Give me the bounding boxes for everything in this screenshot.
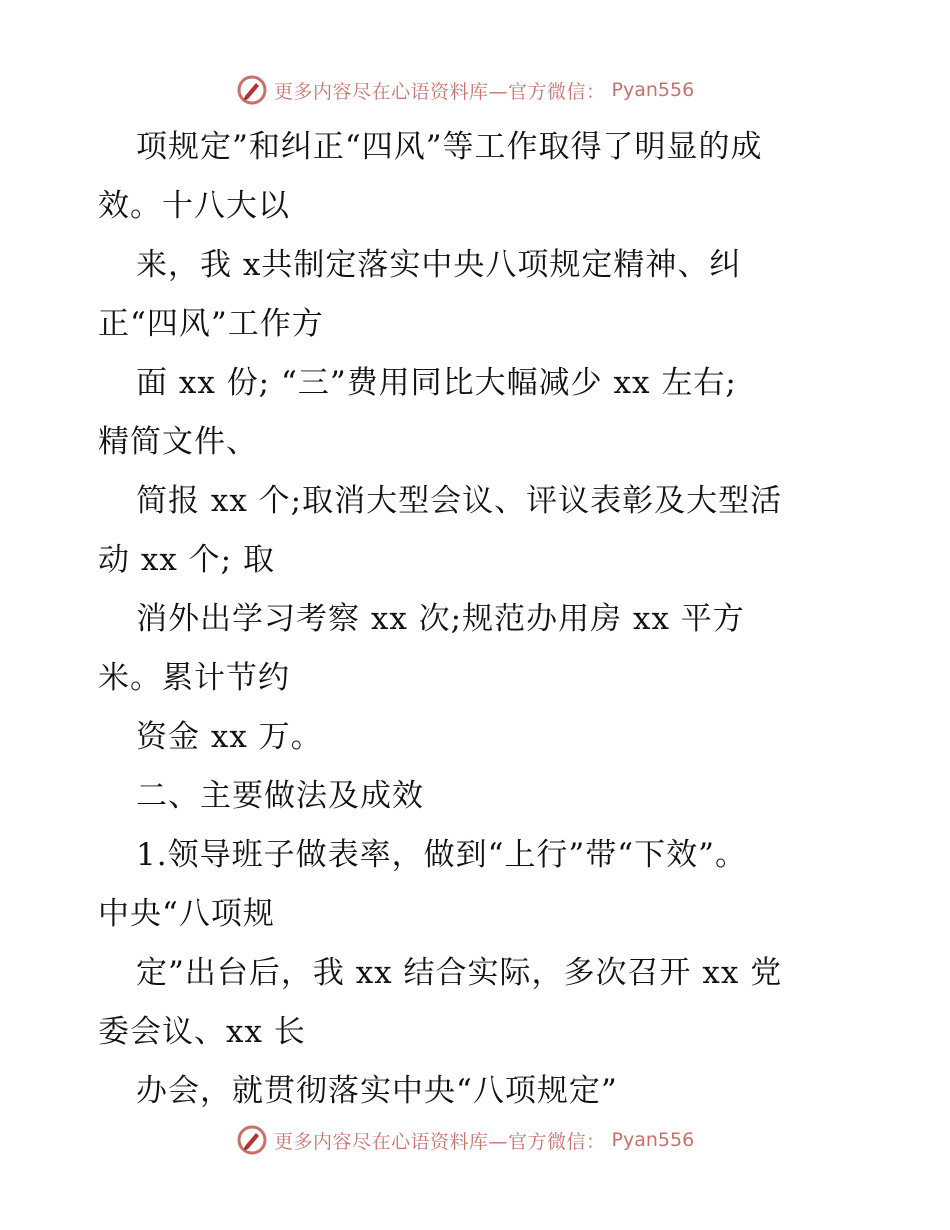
text-line: 动 xx 个; 取 [98,542,275,578]
text-line: 效。十八大以 [98,188,290,224]
text-line: 面 xx 份; “三”费用同比大幅减少 xx 左右; [136,365,737,401]
text-line: 消外出学习考察 xx 次;规范办用房 xx 平方 [136,601,745,637]
text-line: 委会议、xx 长 [98,1014,306,1050]
pen-logo-icon [236,1124,268,1156]
watermark-handle: Pyan556 [611,79,695,101]
text-line: 定”出台后，我 xx 结合实际，多次召开 xx 党 [136,955,783,991]
text-line: 二、主要做法及成效 [136,778,424,814]
footer-watermark [236,1123,694,1157]
text-line: 资金 xx 万。 [136,719,323,755]
text-line: 中央“八项规 [98,896,275,932]
text-line: 项规定”和纠正“四风”等工作取得了明显的成 [136,129,763,165]
text-line: 简报 xx 个;取消大型会议、评议表彰及大型活 [136,483,783,519]
watermark-text: 更多内容尽在心语资料库—官方微信： [274,80,606,103]
text-line: 办会，就贯彻落实中央“八项规定” [136,1073,618,1109]
text-line: 来，我 x共制定落实中央八项规定精神、纠 [136,247,742,283]
header-watermark [236,73,694,107]
text-line: 正“四风”工作方 [98,306,324,342]
text-line: 1.领导班子做表率，做到“上行”带“下效”。 [136,837,747,873]
watermark-handle: Pyan556 [611,1129,695,1151]
pen-logo-icon [236,74,268,106]
document-body [98,118,878,1121]
watermark-text: 更多内容尽在心语资料库—官方微信： [274,1130,606,1153]
text-line: 米。累计节约 [98,660,290,696]
text-line: 精简文件、 [98,424,258,460]
